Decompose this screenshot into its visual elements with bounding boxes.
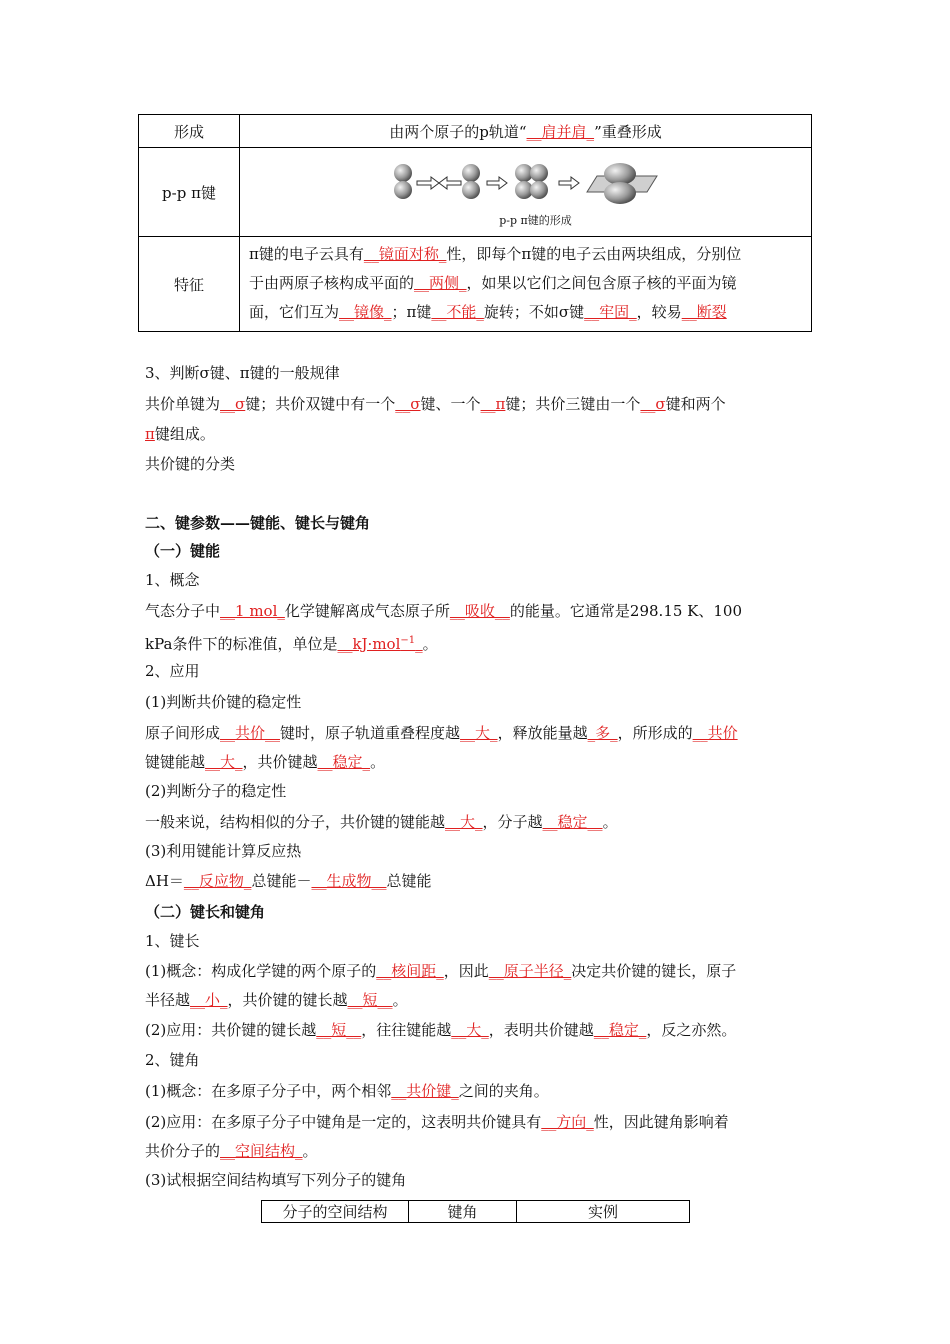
row-label-pp-pi: p-p π键 xyxy=(139,148,240,237)
paragraph: (2)应用：共价键的键长越__短__，往往键能越__大_，表明共价键越__稳定_，反之亦然。 xyxy=(145,1021,737,1039)
diagram-caption: p-p π键的形成 xyxy=(499,213,572,227)
diagram-cell xyxy=(240,148,812,237)
column-header: 键角 xyxy=(409,1201,517,1223)
answer-blank: __大_ xyxy=(205,753,243,771)
table-row xyxy=(139,237,812,332)
paragraph: 原子间形成__共价__键时，原子轨道重叠程度越__大_，释放能量越_多_，所形成的__共价 xyxy=(145,724,738,742)
answer-blank: __空间结构_ xyxy=(220,1142,303,1160)
paragraph: 共价键的分类 xyxy=(145,455,236,473)
answer-blank: __稳定_ xyxy=(317,753,371,771)
paragraph: 半径越__小_，共价键的键长越__短__。 xyxy=(145,991,408,1009)
column-header: 分子的空间结构 xyxy=(262,1201,409,1223)
paragraph: 气态分子中__1 mol_化学键解离成气态原子所__吸收__的能量。它通常是298.15 K、100 xyxy=(145,602,743,620)
subsection-title: （二）键长和键角 xyxy=(145,903,266,921)
answer-blank: __大_ xyxy=(451,1021,489,1039)
paragraph: (1)概念：在多原子分子中，两个相邻__共价键_之间的夹角。 xyxy=(145,1082,549,1100)
answer-blank: __σ xyxy=(220,395,246,413)
section-heading: 1、概念 xyxy=(145,571,200,589)
answer-blank: __小_ xyxy=(190,991,228,1009)
bond-angle-table xyxy=(261,1200,690,1223)
answer-blank: __反应物_ xyxy=(183,872,252,890)
answer-blank: __断裂 xyxy=(681,303,727,321)
answer-blank: __稳定_ xyxy=(593,1021,647,1039)
answer-blank: π xyxy=(145,425,155,443)
answer-blank: __共价__ xyxy=(220,724,281,742)
paragraph: (1)概念：构成化学键的两个原子的__核间距_，因此__原子半径_决定共价键的键长，原子 xyxy=(145,962,737,980)
paragraph: π键组成。 xyxy=(145,425,215,443)
subheading: (1)判断共价键的稳定性 xyxy=(145,693,302,711)
answer-blank: __大_ xyxy=(445,813,483,831)
row-label-formation: 形成 xyxy=(139,115,240,148)
section-heading: 2、键角 xyxy=(145,1051,200,1069)
table-row xyxy=(139,115,812,148)
pp-pi-bond-formation-diagram xyxy=(391,160,661,210)
feature-cell: π键的电子云具有__镜面对称_性，即每个π键的电子云由两块组成，分别位 于由两原子核构成平面的__两侧_，如果以它们之间包含原子核的平面为镜 面，它们互为__镜像_；π键__不能_旋转；不如σ键__牢固_，较易__断裂 xyxy=(240,237,812,332)
answer-blank: __核间距_ xyxy=(376,962,444,980)
answer-blank: __两侧_ xyxy=(414,274,467,292)
answer-blank: __原子半径_ xyxy=(488,962,572,980)
paragraph: 一般来说，结构相似的分子，共价键的键能越__大_，分子越__稳定__。 xyxy=(145,813,618,831)
paragraph: kPa条件下的标准值，单位是__kJ·mol$^{-1}$_。 xyxy=(145,635,438,653)
answer-blank: __短__ xyxy=(316,1021,362,1039)
answer-blank: __kJ·mol$^{-1}$_ xyxy=(337,635,423,653)
column-header: 实例 xyxy=(517,1201,690,1223)
answer-blank: __牢固_ xyxy=(584,303,637,321)
paragraph: 共价分子的__空间结构_。 xyxy=(145,1142,318,1160)
paragraph: 键键能越__大_，共价键越__稳定_。 xyxy=(145,753,386,771)
answer-blank: __π xyxy=(480,395,506,413)
pi-bond-table xyxy=(138,114,812,332)
answer-blank: __吸收__ xyxy=(449,602,510,620)
answer-blank: __短__ xyxy=(347,991,393,1009)
table-header-row xyxy=(262,1201,690,1223)
subsection-title: （一）键能 xyxy=(145,542,221,560)
section-heading: 1、键长 xyxy=(145,932,200,950)
answer-blank: __1 mol_ xyxy=(220,602,285,620)
answer-blank: __镜像_ xyxy=(339,303,392,321)
paragraph: 共价单键为__σ键；共价双键中有一个__σ键、一个__π键；共价三键由一个__σ键和两个 xyxy=(145,395,726,413)
answer-blank: __共价键_ xyxy=(391,1082,459,1100)
answer-blank: __σ xyxy=(640,395,666,413)
paragraph: (2)应用：在多原子分子中键角是一定的，这表明共价键具有__方向_性，因此键角影响着 xyxy=(145,1113,729,1131)
subheading: (3)试根据空间结构填写下列分子的键角 xyxy=(145,1171,407,1189)
formation-cell: 由两个原子的p轨道“__肩并肩_”重叠形成 xyxy=(240,115,812,148)
answer-blank: __方向_ xyxy=(541,1113,594,1131)
part-title: 二、键参数——键能、键长与键角 xyxy=(145,514,371,532)
answer-blank: __生成物__ xyxy=(311,872,387,890)
row-label-feature: 特征 xyxy=(139,237,240,332)
answer-blank: __镜面对称_ xyxy=(363,245,447,263)
section-heading: 3、判断σ键、π键的一般规律 xyxy=(145,364,340,382)
answer-blank: __肩并肩_ xyxy=(526,122,595,141)
answer-blank: _多_ xyxy=(587,724,618,742)
table-row xyxy=(139,148,812,237)
answer-blank: __σ xyxy=(395,395,421,413)
answer-blank: __大_ xyxy=(460,724,498,742)
answer-blank: __共价 xyxy=(692,724,738,742)
subheading: (2)判断分子的稳定性 xyxy=(145,782,287,800)
answer-blank: __不能_ xyxy=(431,303,484,321)
answer-blank: __稳定__ xyxy=(542,813,603,831)
subheading: (3)利用键能计算反应热 xyxy=(145,842,302,860)
formula-line: ΔH＝__反应物_总键能－__生成物__总键能 xyxy=(145,872,432,890)
section-heading: 2、应用 xyxy=(145,662,200,680)
